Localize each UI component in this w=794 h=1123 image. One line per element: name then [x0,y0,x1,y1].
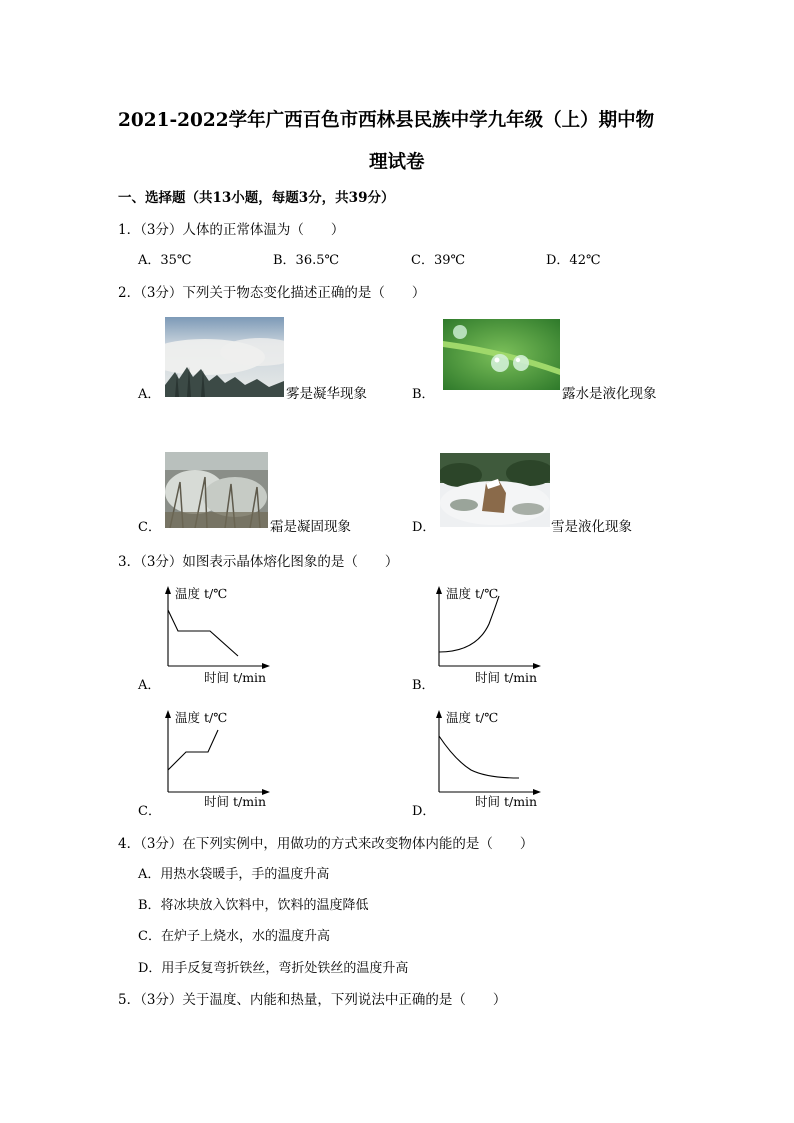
graph-b-curve [439,596,499,652]
q2-option-c-letter: C． [138,520,161,535]
graph-d-y-arrow [436,710,442,718]
graph-d-ylabel: 温度 t/℃ [446,710,499,725]
q4-option-a: A．用热水袋暖手，手的温度升高 [138,867,330,882]
page-title-line2: 理试卷 [369,152,425,173]
graph-a [160,584,272,688]
q1-option-c: C．39℃ [411,253,466,268]
graph-c-y-arrow [165,710,171,718]
graph-b-x-arrow [533,663,541,669]
graph-a-curve [168,610,238,656]
q2-option-b-caption: 露水是液化现象 [562,386,657,402]
q2-option-a-caption: 雾是凝华现象 [286,386,367,402]
q4-option-c: C．在炉子上烧水，水的温度升高 [138,929,330,944]
question-1-stem: 1．（3分）人体的正常体温为（ ） [118,222,345,238]
graph-d-curve [439,736,519,778]
snow-photo [440,453,550,527]
graph-c-ylabel: 温度 t/℃ [175,710,228,725]
q4-option-d: D．用手反复弯折铁丝，弯折处铁丝的温度升高 [138,961,409,976]
q1-option-d: D．42℃ [546,253,601,268]
page-title-line1: 2021-2022学年广西百色市西林县民族中学九年级（上）期中物 [118,110,655,131]
frost-photo [165,452,268,528]
graph-d-xlabel: 时间 t/min [475,794,538,809]
graph-d [431,708,543,812]
q4-option-b: B．将冰块放入饮料中，饮料的温度降低 [138,898,369,913]
q3-option-d-letter: D． [412,804,436,819]
q2-option-c-caption: 霜是凝固现象 [270,519,351,535]
graph-b-xlabel: 时间 t/min [475,670,538,685]
question-3-stem: 3．（3分）如图表示晶体熔化图象的是（ ） [118,554,399,570]
section-heading: 一、选择题（共13小题，每题3分，共39分） [118,190,395,206]
graph-a-y-arrow [165,586,171,594]
q1-option-a: A．35℃ [138,253,192,268]
q1-option-b: B．36.5℃ [273,253,340,268]
graph-c-curve [168,730,218,770]
question-4-stem: 4．（3分）在下列实例中，用做功的方式来改变物体内能的是（ ） [118,836,534,852]
question-5-stem: 5．（3分）关于温度、内能和热量，下列说法中正确的是（ ） [118,992,507,1008]
q3-option-b-letter: B． [412,678,435,693]
graph-c [160,708,272,812]
q2-option-d-caption: 雪是液化现象 [551,519,632,535]
graph-c-xlabel: 时间 t/min [204,794,267,809]
graph-b [431,584,543,688]
graph-a-ylabel: 温度 t/℃ [175,586,228,601]
q2-option-d-letter: D． [412,520,436,535]
q3-option-c-letter: C． [138,804,161,819]
question-2-stem: 2．（3分）下列关于物态变化描述正确的是（ ） [118,285,426,301]
graph-b-ylabel: 温度 t/℃ [446,586,499,601]
q2-option-b-letter: B． [412,387,435,402]
graph-b-y-arrow [436,586,442,594]
fog-photo [165,317,284,397]
graph-a-x-arrow [262,663,270,669]
q2-option-a-letter: A． [138,387,161,402]
dew-photo [443,319,560,390]
graph-a-xlabel: 时间 t/min [204,670,267,685]
q3-option-a-letter: A． [138,678,161,693]
